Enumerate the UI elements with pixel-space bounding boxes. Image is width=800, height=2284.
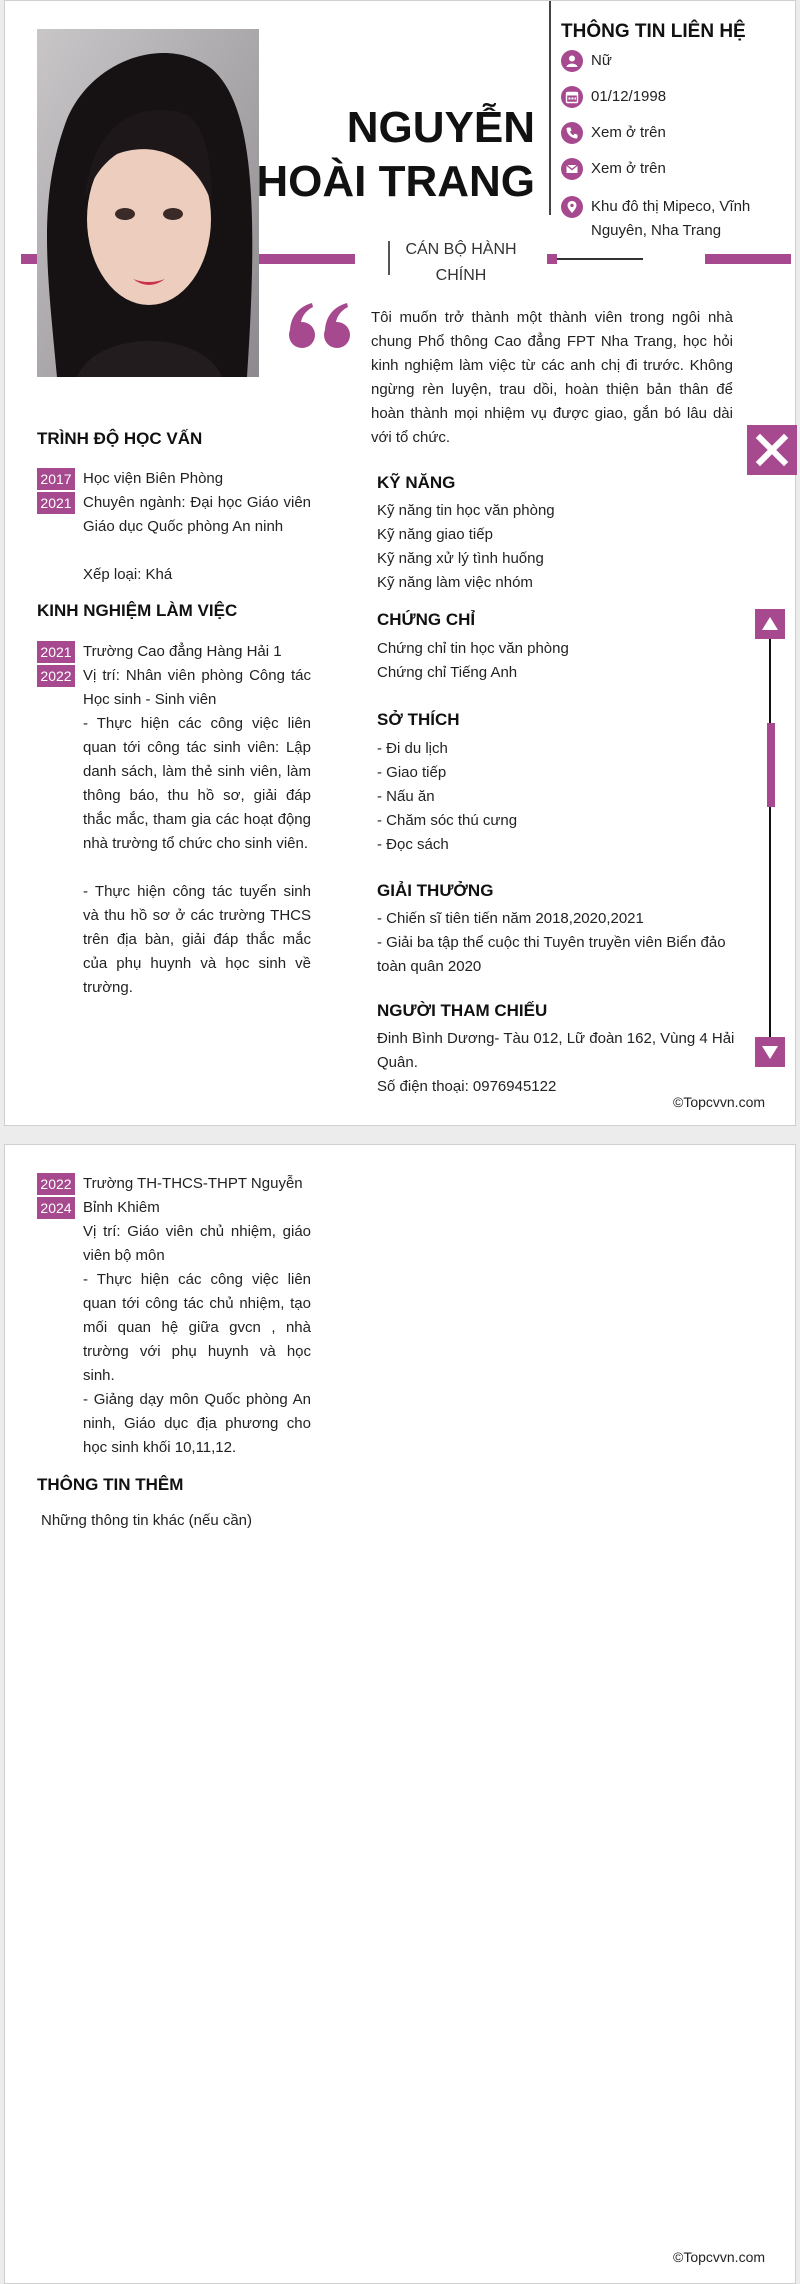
- career-objective: Tôi muốn trở thành một thành viên trong ngôi nhà chung Phổ thông Cao đẳng FPT Nha Trang, học hỏi kinh nghiệm làm việc từ các anh chị đi trước. Không ngừng rèn luyện, trau dồi, hoàn thiện bản thân để hoàn thành mọi nhiệm vụ được giao, gắn bó lâu dài với tổ chức.: [371, 309, 733, 446]
- award-item: - Chiến sĩ tiên tiến năm 2018,2020,2021: [377, 910, 644, 927]
- experience-1-org: Trường Cao đẳng Hàng Hải 1: [83, 643, 282, 660]
- education-end-year: 2021: [37, 492, 75, 514]
- contact-phone: Xem ở trên: [591, 124, 666, 141]
- experience-1-role: Vị trí: Nhân viên phòng Công tác Học sinh - Sinh viên: [83, 667, 311, 708]
- scroll-up-icon: [760, 614, 780, 634]
- scroll-down-button[interactable]: [755, 1037, 785, 1067]
- contact-divider: [549, 1, 551, 215]
- scroll-thumb[interactable]: [767, 723, 775, 807]
- education-major: Chuyên ngành: Đại học Giáo viên Giáo dục Quốc phòng An ninh: [83, 494, 311, 535]
- certificate-item: Chứng chỉ Tiếng Anh: [377, 664, 518, 681]
- hobby-item: - Chăm sóc thú cưng: [377, 812, 518, 829]
- accent-bar-right: [705, 254, 791, 264]
- calendar-icon: [561, 86, 583, 108]
- certificate-item: Chứng chỉ tin học văn phòng: [377, 640, 569, 657]
- contact-gender: Nữ: [591, 52, 612, 69]
- skill-item: Kỹ năng tin học văn phòng: [377, 502, 555, 519]
- cv-page-2: [4, 1144, 796, 2284]
- certificates-title: CHỨNG CHỈ: [377, 610, 476, 629]
- skills-title: KỸ NĂNG: [377, 473, 456, 492]
- experience-1-start-year: 2021: [37, 641, 75, 663]
- scroll-track: [769, 637, 771, 1037]
- accent-bar-left: [21, 254, 37, 264]
- accent-bar-middle: [259, 254, 355, 264]
- experience-2-end-year: 2024: [37, 1197, 75, 1219]
- quote-icon: [287, 301, 353, 358]
- contact-address: Khu đô thị Mipeco, Vĩnh Nguyên, Nha Trang: [591, 198, 751, 239]
- candidate-name-line1: NGUYỄN: [346, 103, 535, 152]
- skill-item: Kỹ năng làm việc nhóm: [377, 574, 533, 591]
- candidate-position: CÁN BỘ HÀNH CHÍNH: [405, 241, 517, 284]
- close-button[interactable]: [747, 425, 797, 475]
- cv-page-1: [4, 0, 796, 1126]
- user-icon: [561, 50, 583, 72]
- close-icon: [755, 433, 789, 467]
- reference-detail: Đinh Bình Dương- Tàu 012, Lữ đoàn 162, Vùng 4 Hải Quân.: [377, 1030, 735, 1071]
- education-school: Học viện Biên Phòng: [83, 470, 224, 487]
- experience-1-end-year: 2022: [37, 665, 75, 687]
- skill-item: Kỹ năng xử lý tình huống: [377, 550, 544, 567]
- accent-line: [557, 258, 643, 260]
- education-start-year: 2017: [37, 468, 75, 490]
- experience-2-start-year: 2022: [37, 1173, 75, 1195]
- watermark: ©Topcvvn.com: [673, 2249, 766, 2265]
- hobby-item: - Đi du lịch: [377, 740, 448, 757]
- scroll-up-button[interactable]: [755, 609, 785, 639]
- more-info-text: Những thông tin khác (nếu cần): [41, 1512, 253, 1529]
- hobby-item: - Nấu ăn: [377, 788, 435, 805]
- award-item: - Giải ba tập thể cuộc thi Tuyên truyền viên Biển đảo toàn quân 2020: [377, 934, 726, 975]
- more-info-title: THÔNG TIN THÊM: [37, 1475, 184, 1494]
- experience-1-desc-1: - Thực hiện các công việc liên quan tới công tác sinh viên: Lập danh sách, làm thẻ sinh viên, làm thông báo, thu hồ sơ, giải đáp thắc mắc, tham gia các hoạt động nhà trường tổ chức cho sinh viên.: [83, 715, 311, 852]
- contact-title: THÔNG TIN LIÊN HỆ: [561, 21, 746, 42]
- hobby-item: - Giao tiếp: [377, 764, 447, 781]
- contact-email: Xem ở trên: [591, 160, 666, 177]
- experience-title: KINH NGHIỆM LÀM VIỆC: [37, 601, 238, 620]
- experience-2-role: Vị trí: Giáo viên chủ nhiệm, giáo viên bộ môn: [83, 1223, 311, 1264]
- mail-icon: [561, 158, 583, 180]
- location-icon: [561, 196, 583, 218]
- candidate-name-line2: HOÀI TRANG: [256, 157, 535, 206]
- experience-2-desc-2: - Giảng dạy môn Quốc phòng An ninh, Giáo dục địa phương cho học sinh khối 10,11,12.: [83, 1391, 311, 1456]
- accent-square: [547, 254, 557, 264]
- education-title: TRÌNH ĐỘ HỌC VẤN: [37, 429, 203, 448]
- contact-birthday: 01/12/1998: [591, 88, 667, 105]
- hobbies-title: SỞ THÍCH: [377, 710, 460, 729]
- references-title: NGƯỜI THAM CHIẾU: [377, 1001, 548, 1020]
- phone-icon: [561, 122, 583, 144]
- skill-item: Kỹ năng giao tiếp: [377, 526, 493, 543]
- experience-1-desc-2: - Thực hiện công tác tuyển sinh và thu hồ sơ ở các trường THCS trên địa bàn, giải đáp thắc mắc của phụ huynh và học sinh về trường.: [83, 883, 311, 996]
- experience-2-desc-1: - Thực hiện các công việc liên quan tới công tác chủ nhiệm, tạo mối quan hệ giữa gvcn , nhà trường với phụ huynh và học sinh.: [83, 1271, 311, 1384]
- watermark: ©Topcvvn.com: [673, 1094, 766, 1110]
- scroll-down-icon: [760, 1042, 780, 1062]
- reference-phone: Số điện thoại: 0976945122: [377, 1078, 557, 1095]
- hobby-item: - Đọc sách: [377, 836, 449, 853]
- experience-2-org: Trường TH-THCS-THPT Nguyễn Bỉnh Khiêm: [83, 1175, 303, 1216]
- awards-title: GIẢI THƯỞNG: [377, 881, 494, 900]
- education-grade: Xếp loại: Khá: [83, 566, 173, 583]
